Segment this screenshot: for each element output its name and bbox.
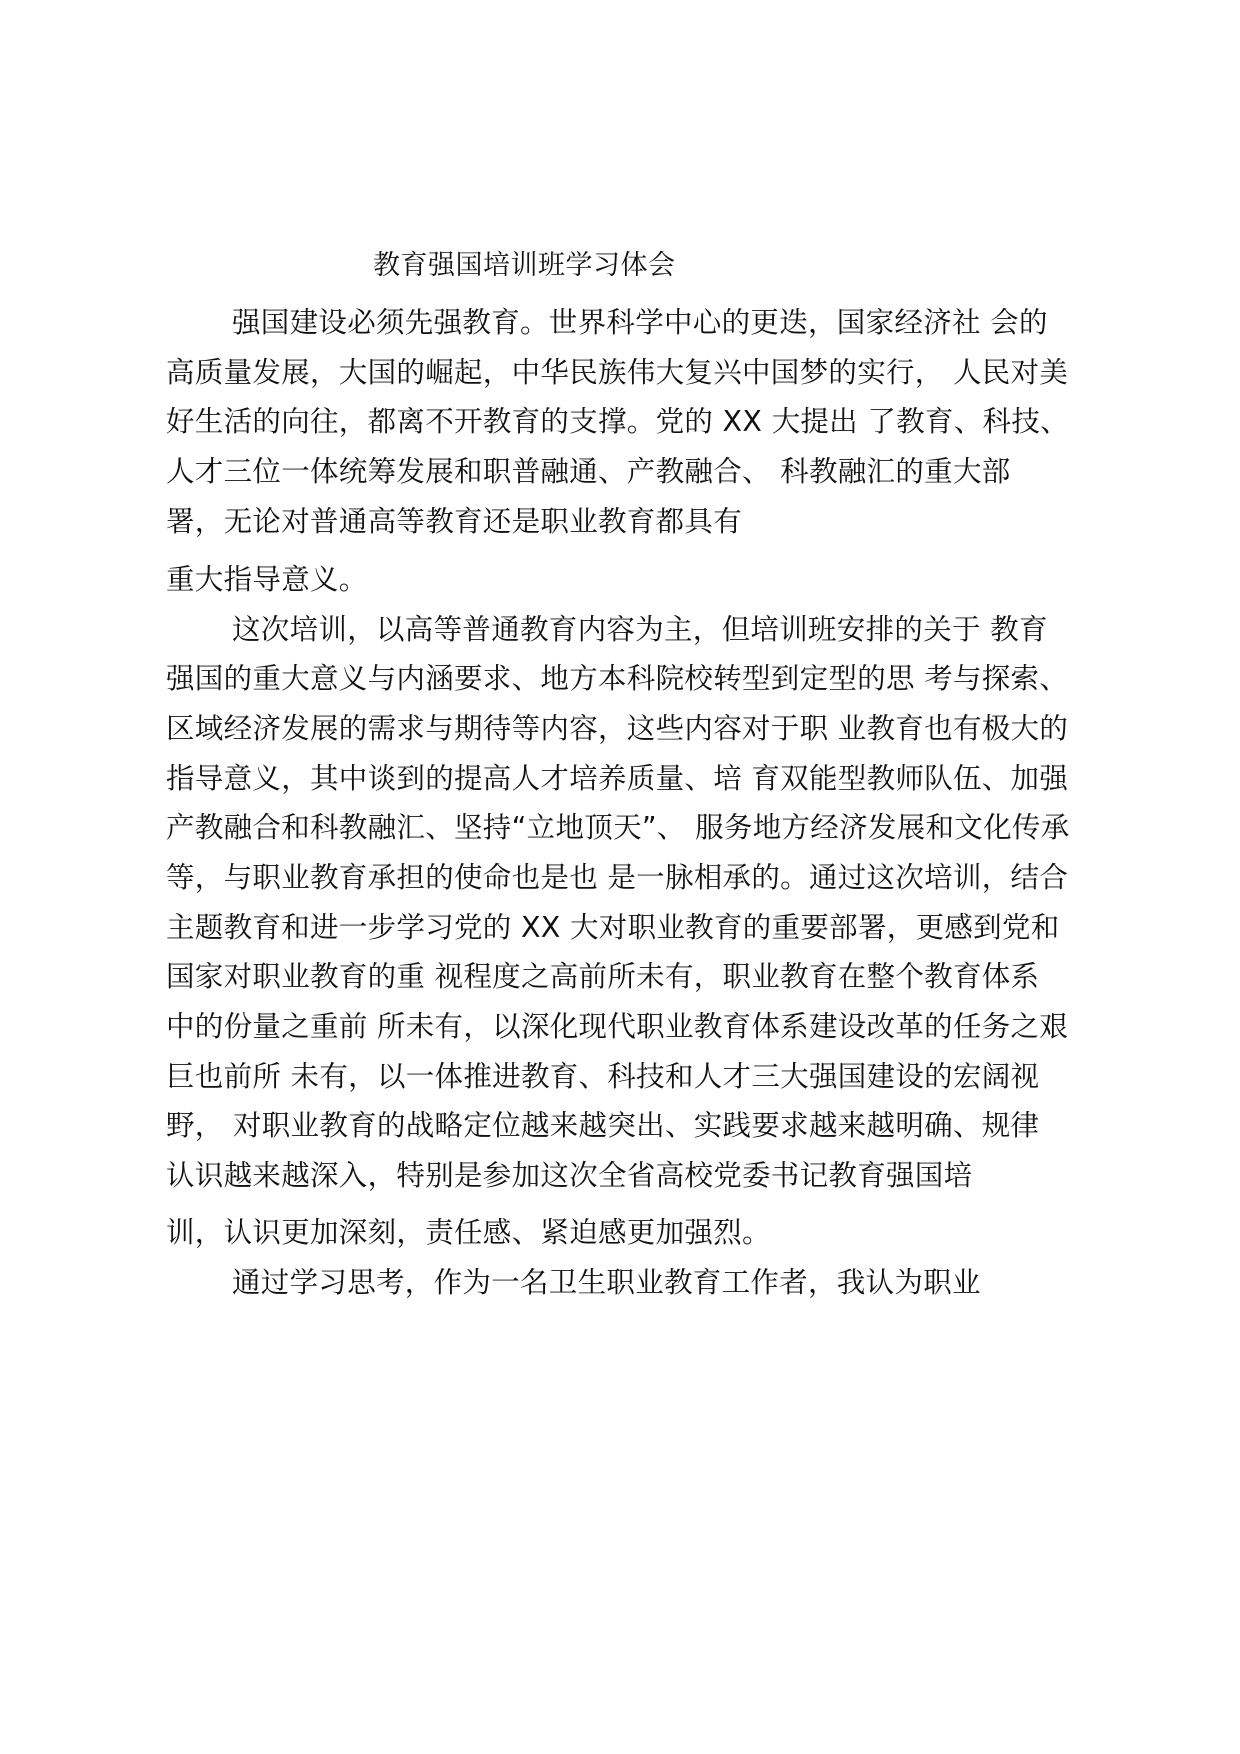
body-line: 指导意义，其中谈到的提高人才培养质量、培 育双能型教师队伍、加强 — [166, 762, 1069, 795]
body-line: 重大指导意义。 — [166, 563, 368, 596]
body-line: 国家对职业教育的重 视程度之高前所未有，职业教育在整个教育体系 — [166, 960, 1040, 993]
body-line: 好生活的向往，都离不开教育的支撑。党的 XX 大提出 了教育、科技、 — [166, 405, 1069, 438]
body-line: 主题教育和进一步学习党的 XX 大对职业教育的重要部署，更感到党和 — [166, 911, 1060, 944]
body-line: 这次培训，以高等普通教育内容为主，但培训班安排的关于 教育 — [232, 613, 1048, 646]
body-line: 区域经济发展的需求与期待等内容，这些内容对于职 业教育也有极大的 — [166, 712, 1069, 745]
document-title: 教育强国培训班学习体会 — [373, 250, 676, 281]
body-line: 等，与职业教育承担的使命也是也 是一脉相承的。通过这次培训，结合 — [166, 861, 1069, 894]
body-line: 野， 对职业教育的战略定位越来越突出、实践要求越来越明确、规律 — [166, 1109, 1040, 1142]
body-line: 强国的重大意义与内涵要求、地方本科院校转型到定型的思 考与探索、 — [166, 662, 1069, 695]
body-line: 中的份量之重前 所未有，以深化现代职业教育体系建设改革的任务之艰 — [166, 1010, 1069, 1043]
body-line: 训，认识更加深刻，责任感、紧迫感更加强烈。 — [166, 1216, 771, 1249]
body-line: 强国建设必须先强教育。世界科学中心的更迭，国家经济社 会的 — [232, 306, 1048, 339]
body-line: 高质量发展，大国的崛起，中华民族伟大复兴中国梦的实行， 人民对美 — [166, 356, 1069, 389]
body-line: 通过学习思考，作为一名卫生职业教育工作者，我认为职业 — [232, 1266, 981, 1299]
body-line: 人才三位一体统筹发展和职普融通、产教融合、 科教融汇的重大部 — [166, 455, 1011, 488]
body-line: 产教融合和科教融汇、坚持“立地顶天”、 服务地方经济发展和文化传承 — [166, 811, 1070, 844]
body-line: 巨也前所 未有，以一体推进教育、科技和人才三大强国建设的宏阔视 — [166, 1060, 1040, 1093]
body-line: 认识越来越深入，特别是参加这次全省高校党委书记教育强国培 — [166, 1159, 973, 1192]
body-line: 署，无论对普通高等教育还是职业教育都具有 — [166, 505, 743, 538]
